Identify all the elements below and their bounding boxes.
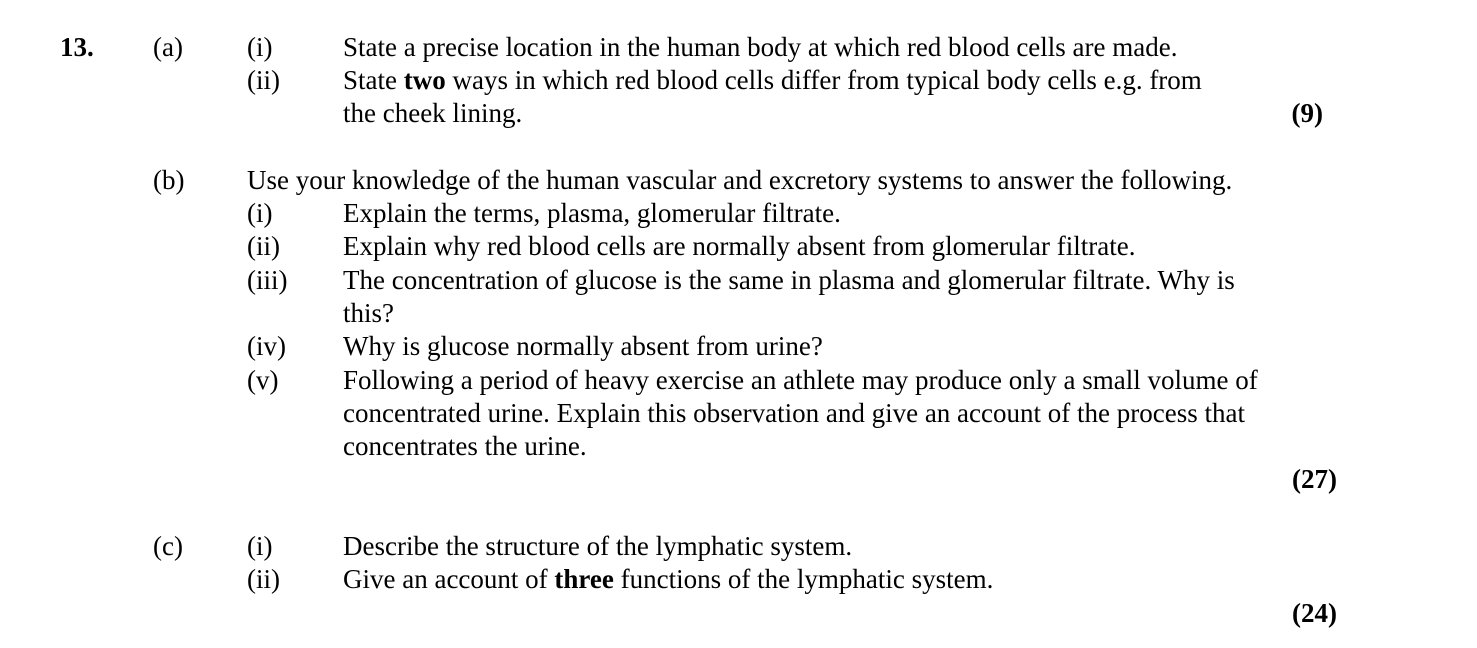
question-number: 13.	[60, 32, 94, 62]
part-b-v-numeral: (v)	[247, 365, 279, 395]
part-a-ii-text-post: ways in which red blood cells differ from typical body cells e.g. from	[445, 65, 1202, 95]
part-a-ii-numeral: (ii)	[247, 65, 280, 95]
part-b-iii-text-line1: The concentration of glucose is the same in plasma and glomerular filtrate. Why is	[343, 265, 1235, 295]
part-b-iii-numeral: (iii)	[247, 265, 288, 295]
part-c-ii-numeral: (ii)	[247, 564, 280, 594]
part-a-ii-text-line1	[343, 64, 1202, 97]
part-a-ii-emphasis: two	[403, 65, 446, 95]
part-c-ii-text-post: functions of the lymphatic system.	[613, 564, 994, 594]
part-b-v-text-line1: Following a period of heavy exercise an athlete may produce only a small volume of	[343, 365, 1258, 395]
part-a-ii-text-line2: the cheek lining.	[343, 98, 523, 128]
part-a-marks: (9)	[1291, 98, 1323, 128]
part-c-ii-text-pre: Give an account of	[343, 564, 555, 594]
part-a-ii-text-pre: State	[343, 65, 404, 95]
part-b-i-text: Explain the terms, plasma, glomerular filtrate.	[343, 198, 841, 228]
part-c-ii-emphasis: three	[554, 564, 614, 594]
part-c-label: (c)	[153, 531, 183, 561]
part-b-v-text-line3: concentrates the urine.	[343, 431, 587, 461]
part-b-ii-text: Explain why red blood cells are normally absent from glomerular filtrate.	[343, 231, 1136, 261]
part-b-i-numeral: (i)	[247, 198, 273, 228]
part-b-intro: Use your knowledge of the human vascular and excretory systems to answer the following.	[247, 165, 1233, 195]
part-b-marks: (27)	[1292, 464, 1337, 494]
part-b-label: (b)	[153, 165, 185, 195]
part-a-i-text: State a precise location in the human body at which red blood cells are made.	[343, 32, 1178, 62]
part-c-ii-text	[343, 563, 993, 596]
part-b-v-text-line2: concentrated urine. Explain this observation and give an account of the process that	[343, 398, 1245, 428]
part-b-iii-text-line2: this?	[343, 298, 394, 328]
part-c-i-numeral: (i)	[247, 531, 273, 561]
part-a-label: (a)	[153, 32, 183, 62]
part-c-marks: (24)	[1292, 598, 1337, 628]
part-b-iv-numeral: (iv)	[247, 331, 286, 361]
part-c-i-text: Describe the structure of the lymphatic system.	[343, 531, 853, 561]
part-b-ii-numeral: (ii)	[247, 231, 280, 261]
part-b-iv-text: Why is glucose normally absent from urine?	[343, 331, 823, 361]
part-a-i-numeral: (i)	[247, 32, 273, 62]
